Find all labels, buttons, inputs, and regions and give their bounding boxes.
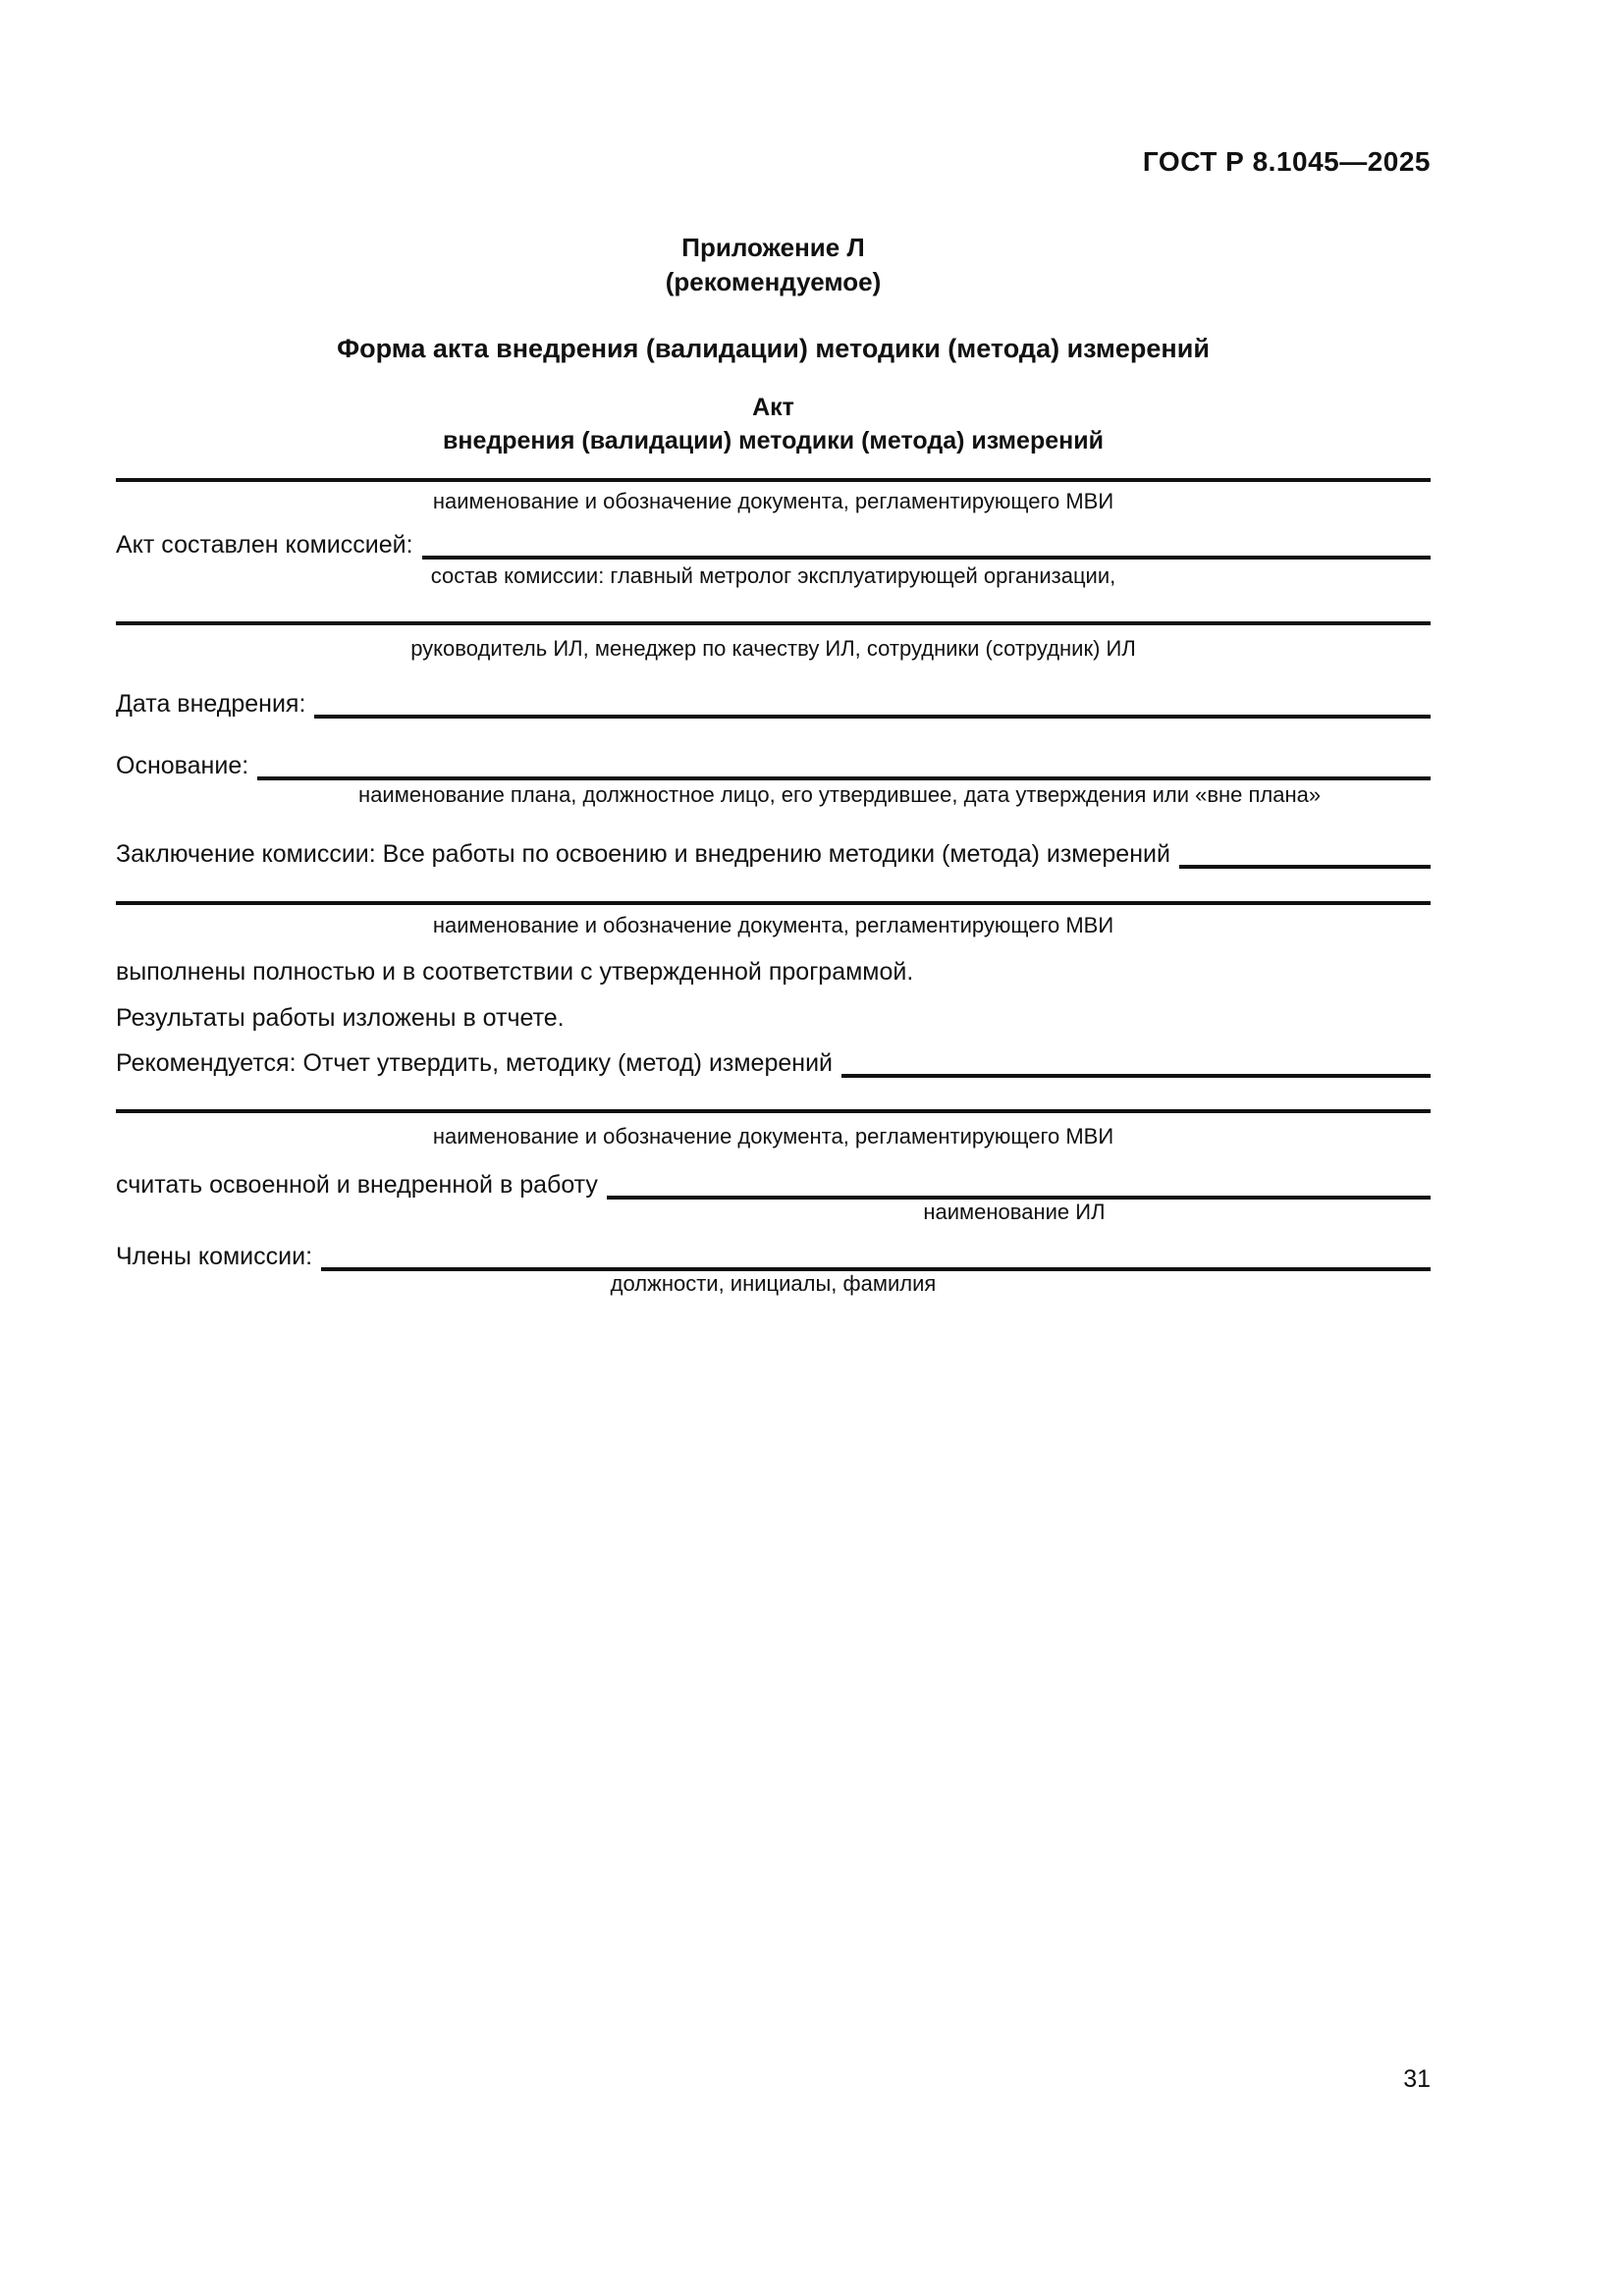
act-title-line1: Акт: [752, 394, 794, 421]
field-caption-members: должности, инициалы, фамилия: [610, 1271, 937, 1296]
blank-rule-conclusion-document: [116, 901, 1431, 905]
field-row-committee: [116, 530, 1431, 560]
field-row-conclusion: [116, 839, 1431, 869]
blank-line-committee: [422, 530, 1431, 560]
annex-kind: (рекомендуемое): [665, 267, 882, 296]
standard-reference: ГОСТ Р 8.1045—2025: [1142, 146, 1431, 177]
blank-line-members: [321, 1242, 1431, 1271]
field-row-recommendation: [116, 1048, 1431, 1078]
annex-label: Приложение Л: [681, 233, 865, 262]
field-caption-recommendation-document: наименование и обозначение документа, регламентирующего МВИ: [432, 1124, 1114, 1148]
page-number: 31: [1403, 2065, 1431, 2093]
blank-rule-document-name: [116, 478, 1431, 482]
paragraph-results: Результаты работы изложены в отчете.: [116, 1004, 565, 1032]
field-label-conclusion: Заключение комиссии: Все работы по освоению и внедрению методики (метода) измерений: [116, 840, 1170, 868]
page-content: [116, 0, 1431, 1297]
form-title: Форма акта внедрения (валидации) методики (метода) измерений: [337, 334, 1210, 363]
field-label-adopt: считать освоенной и внедренной в работу: [116, 1171, 598, 1199]
field-row-date: [116, 689, 1431, 719]
act-title-line2: внедрения (валидации) методики (метода) измерений: [443, 427, 1104, 454]
field-caption-lab-row: [116, 1200, 1431, 1225]
field-caption-committee-1: состав комиссии: главный метролог эксплуатирующей организации,: [430, 563, 1116, 588]
blank-rule-committee-2: [116, 621, 1431, 625]
field-caption-lab: наименование ИЛ: [923, 1200, 1106, 1224]
field-label-recommendation: Рекомендуется: Отчет утвердить, методику (метод) измерений: [116, 1049, 834, 1077]
blank-line-basis: [257, 751, 1431, 780]
blank-line-date: [314, 689, 1431, 719]
field-label-date: Дата внедрения:: [116, 690, 306, 718]
blank-line-recommendation: [841, 1048, 1431, 1078]
field-label-basis: Основание:: [116, 752, 249, 779]
field-caption-basis: наименование плана, должностное лицо, его утвердившее, дата утверждения или «вне плана»: [358, 782, 1322, 807]
field-caption-committee-2: руководитель ИЛ, менеджер по качеству ИЛ, сотрудники (сотрудник) ИЛ: [410, 636, 1136, 661]
blank-line-adopt: [607, 1170, 1431, 1200]
field-caption-document: наименование и обозначение документа, регламентирующего МВИ: [432, 489, 1114, 513]
field-row-members: [116, 1242, 1431, 1271]
blank-rule-recommendation-document: [116, 1109, 1431, 1113]
field-caption-basis-row: [116, 782, 1431, 808]
field-row-adopt: [116, 1170, 1431, 1200]
field-label-committee: Акт составлен комиссией:: [116, 531, 413, 559]
field-label-members: Члены комиссии:: [116, 1243, 313, 1270]
paragraph-completed: выполнены полностью и в соответствии с утвержденной программой.: [116, 958, 914, 986]
field-caption-conclusion-document: наименование и обозначение документа, регламентирующего МВИ: [432, 913, 1114, 937]
field-row-basis: [116, 751, 1431, 780]
blank-line-conclusion: [1179, 839, 1431, 869]
